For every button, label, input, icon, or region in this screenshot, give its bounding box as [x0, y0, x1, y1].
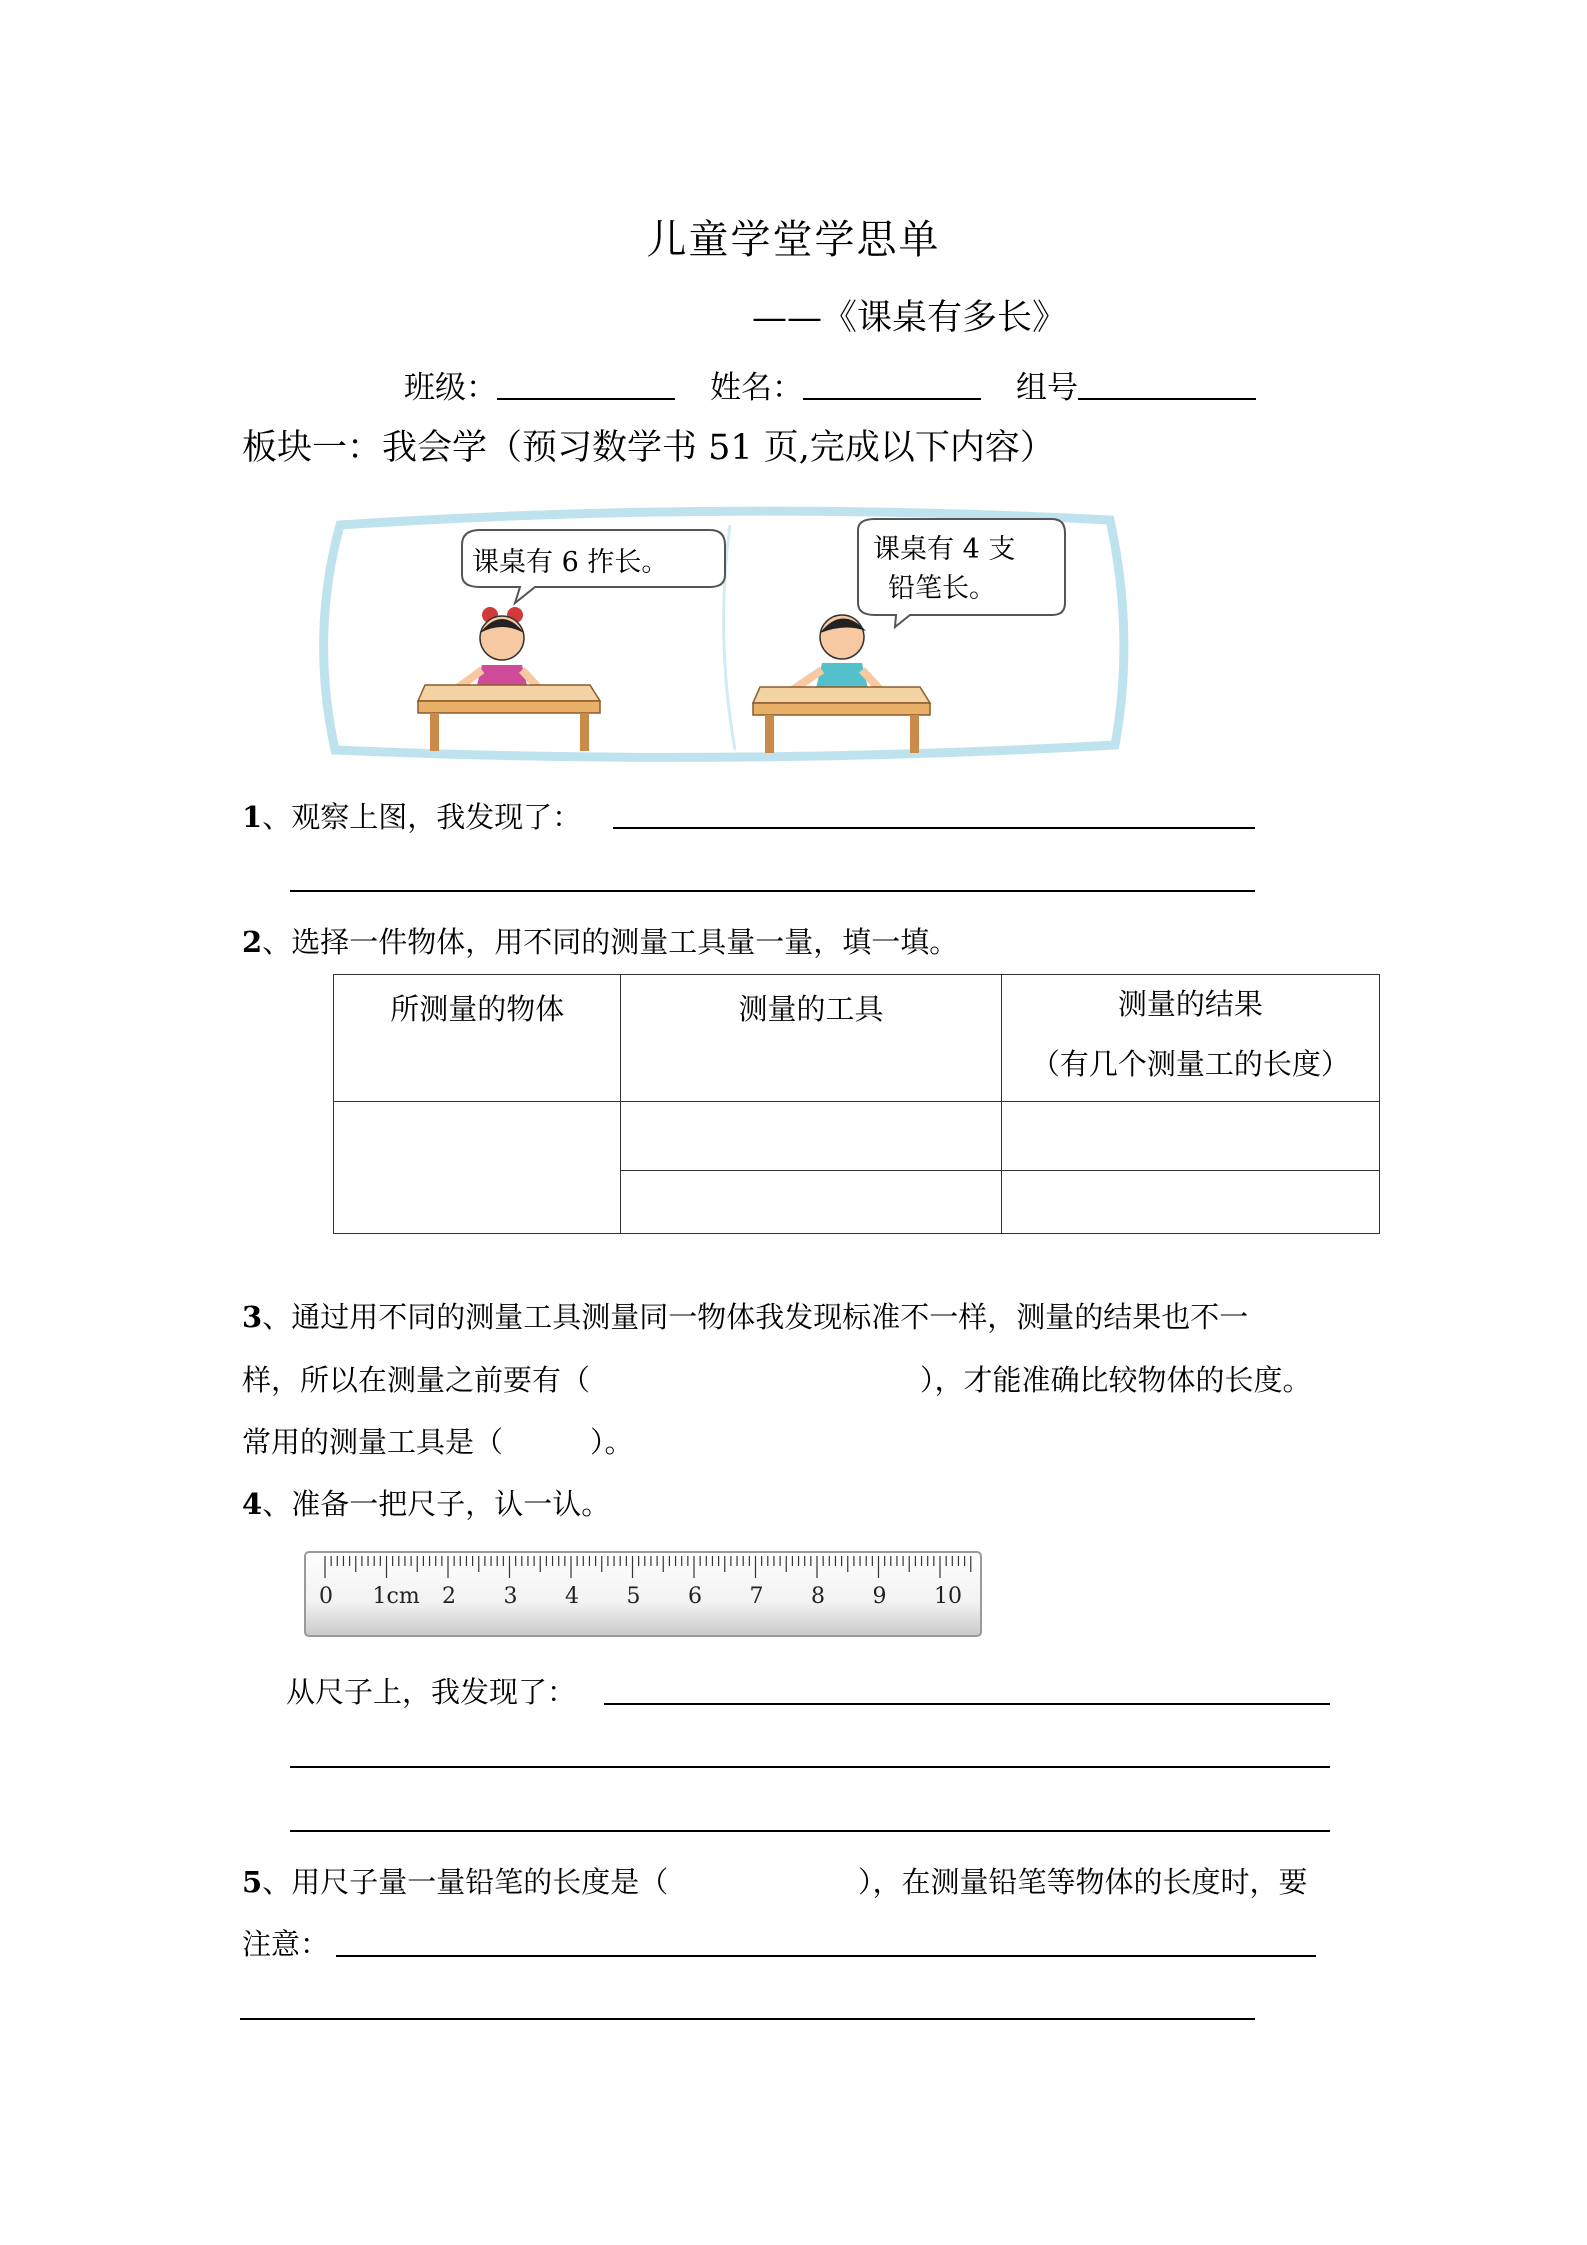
- question-3-text-1: 、通过用不同的测量工具测量同一物体我发现标准不一样，测量的结果也不一: [262, 1300, 1249, 1334]
- ruler-label: 8: [811, 1584, 825, 1609]
- cell-object[interactable]: [334, 1102, 621, 1234]
- question-4-answer-line-3[interactable]: [290, 1830, 1330, 1832]
- question-3-line-3: 常用的测量工具是（ ）。: [242, 1425, 634, 1459]
- header-result-note: （有几个测量工的长度）: [1030, 1047, 1350, 1081]
- name-field[interactable]: [803, 398, 981, 400]
- question-2-text: 、选择一件物体，用不同的测量工具量一量，填一填。: [262, 925, 959, 959]
- ruler-label: 2: [442, 1584, 456, 1609]
- question-3-line-2a: 样，所以在测量之前要有（: [242, 1363, 591, 1397]
- cell-tool-2[interactable]: [621, 1171, 1001, 1234]
- ruler-label: 4: [565, 1584, 579, 1609]
- question-1: [242, 795, 581, 836]
- header-result: [1001, 975, 1379, 1102]
- bubble-right-text-2: 铅笔长。: [888, 573, 996, 604]
- question-5-text-1: 、用尺子量一量铅笔的长度是（: [262, 1865, 669, 1899]
- desk-left: [418, 685, 600, 751]
- group-label: 组号: [1016, 370, 1078, 406]
- bubble-right-text-1: 课桌有 4 支: [873, 534, 1016, 565]
- header-object: 所测量的物体: [334, 975, 621, 1102]
- page-subtitle: ——《课桌有多长》: [752, 298, 1068, 338]
- question-5-answer-line-2[interactable]: [240, 2018, 1255, 2020]
- ruler-label: 10: [934, 1584, 962, 1609]
- question-5-number: 5: [242, 1865, 263, 1899]
- question-3-line-2b: ），才能准确比较物体的长度。: [920, 1363, 1312, 1397]
- question-5-answer-line-1[interactable]: [336, 1955, 1316, 1957]
- page-title: 儿童学堂学思单: [646, 217, 941, 263]
- ruler-label: 0: [319, 1584, 333, 1609]
- ruler-found-label: 从尺子上，我发现了：: [286, 1675, 577, 1709]
- question-1-number: 1: [242, 800, 263, 834]
- question-5-line-1a: [242, 1860, 668, 1901]
- question-4-answer-line-2[interactable]: [290, 1766, 1330, 1768]
- class-label: 班级：: [404, 370, 497, 406]
- question-4-answer-line-1[interactable]: [604, 1703, 1330, 1705]
- group-field[interactable]: [1078, 398, 1256, 400]
- bubble-left-text: 课桌有 6 拃长。: [472, 547, 669, 578]
- ruler-label: 5: [626, 1584, 641, 1609]
- cell-result-1[interactable]: [1001, 1102, 1379, 1171]
- cell-result-2[interactable]: [1001, 1171, 1379, 1234]
- question-4: [242, 1482, 610, 1523]
- question-5-line-2: 注意：: [242, 1927, 330, 1961]
- desk-right: [753, 687, 930, 753]
- measurement-table: [333, 974, 1380, 1234]
- ruler-image: [303, 1548, 983, 1640]
- question-4-text: 、准备一把尺子，认一认。: [262, 1487, 611, 1521]
- class-field[interactable]: [497, 398, 675, 400]
- classroom-illustration: [310, 505, 1135, 763]
- question-5-line-1b: ），在测量铅笔等物体的长度时，要: [858, 1865, 1308, 1899]
- question-2: [242, 920, 958, 961]
- section-title: 板块一：我会学（预习数学书 51 页,完成以下内容）: [242, 428, 1055, 468]
- ruler-label: 3: [503, 1584, 518, 1609]
- name-label: 姓名：: [710, 370, 803, 406]
- question-1-answer-line-2[interactable]: [290, 890, 1255, 892]
- ruler-label: 9: [872, 1584, 887, 1609]
- question-3-line-1: [242, 1295, 1248, 1336]
- question-2-number: 2: [242, 925, 263, 959]
- question-3-number: 3: [242, 1300, 263, 1334]
- question-1-text: 、观察上图，我发现了：: [262, 800, 582, 834]
- header-result-label: 测量的结果: [1117, 987, 1263, 1021]
- table-row: [334, 1102, 1380, 1171]
- ruler-label: 7: [749, 1584, 764, 1609]
- question-4-number: 4: [242, 1487, 263, 1521]
- table-header-row: [334, 975, 1380, 1102]
- cell-tool-1[interactable]: [621, 1102, 1001, 1171]
- header-tool: 测量的工具: [621, 975, 1001, 1102]
- ruler-label: 1cm: [372, 1584, 420, 1609]
- ruler-label: 6: [688, 1584, 702, 1609]
- question-1-answer-line-1[interactable]: [613, 827, 1255, 829]
